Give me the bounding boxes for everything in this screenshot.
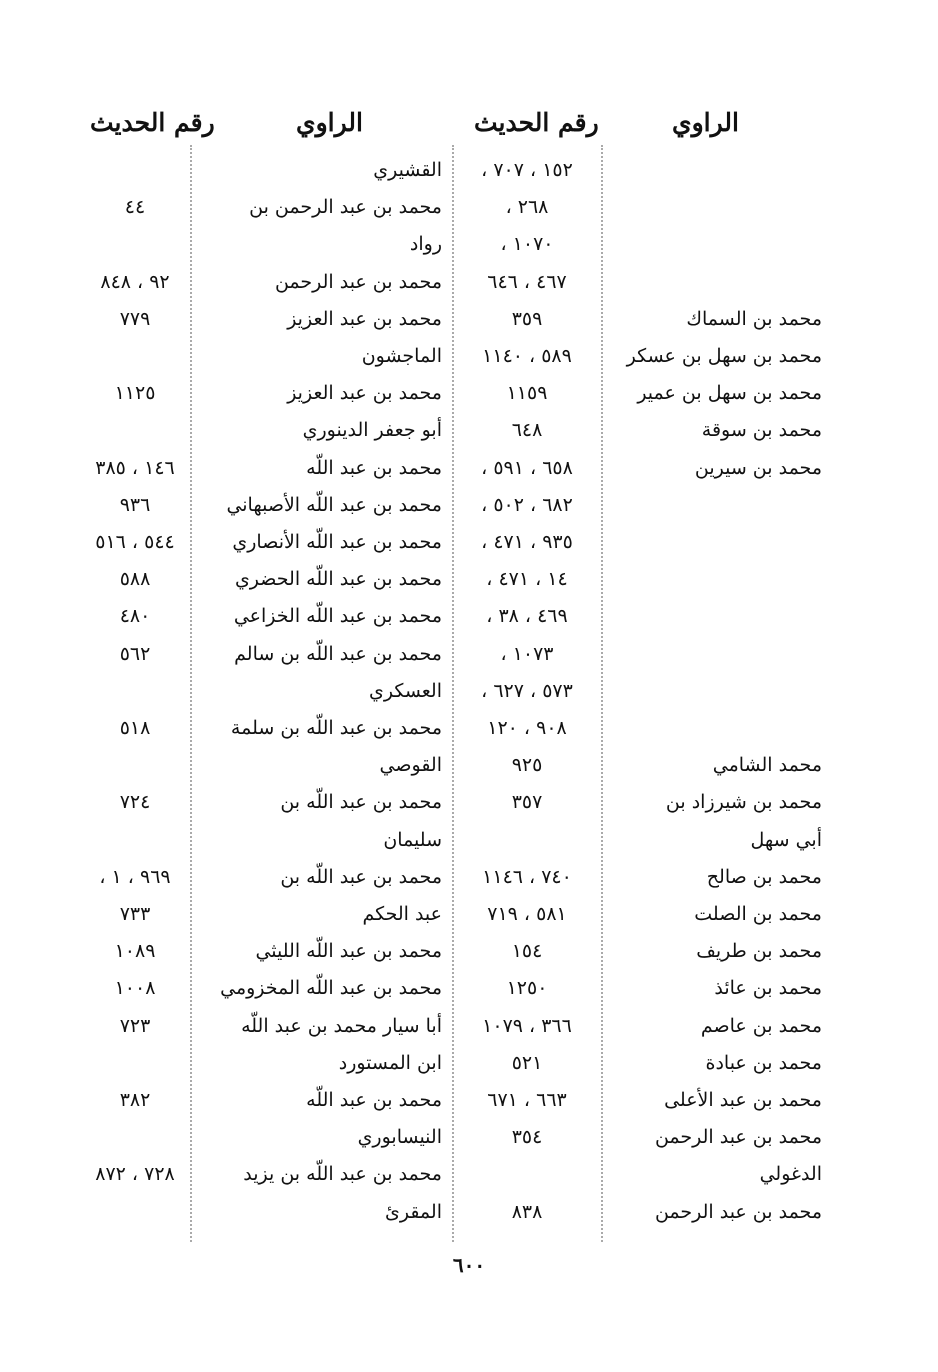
narrator-name: محمد بن عبد العزيز xyxy=(287,382,442,405)
narrator-name: محمد بن طريف xyxy=(696,940,822,963)
hadith-numbers: ٣٨٢ xyxy=(119,1089,151,1111)
narrator-name: محمد بن عبد اللّه الخزاعي xyxy=(233,605,442,628)
hadith-numbers: ٦٦٣ ، ٦٧١ xyxy=(487,1089,567,1111)
header-right-hadith-number: رقم الحديث xyxy=(474,108,599,137)
hadith-numbers xyxy=(80,338,190,374)
hadith-numbers: ١٠٧٣ ، xyxy=(500,642,554,665)
hadith-numbers: ١١٥٩ xyxy=(506,382,548,405)
hadith-numbers: ١٥٤ xyxy=(511,940,543,963)
narrator-name: محمد بن عبد اللّه بن سلمة xyxy=(230,717,442,739)
narrator-name xyxy=(602,152,822,188)
hadith-numbers: ٥٢١ xyxy=(511,1051,543,1074)
narrator-name xyxy=(602,264,822,300)
narrator-name: محمد بن عبد اللّه الأصبهاني xyxy=(226,493,442,516)
narrator-name: محمد بن عبد اللّه xyxy=(306,1089,442,1111)
narrator-name xyxy=(602,487,822,523)
hadith-numbers: ١١٢٥ xyxy=(114,382,156,405)
narrator-name: ابن المستورد xyxy=(338,1051,442,1074)
narrator-name: عبد الحكم xyxy=(362,903,442,925)
narrator-name: أبي سهل xyxy=(750,828,822,851)
narrator-name: محمد بن سهل بن عمير xyxy=(637,382,822,405)
narrator-name: محمد بن عبادة xyxy=(705,1051,822,1074)
narrator-name xyxy=(602,226,822,262)
narrator-name: محمد بن شيرزاد بن xyxy=(665,791,822,814)
hadith-numbers: ٦٥٨ ، ٥٩١ ، xyxy=(481,456,573,479)
narrator-name: الماجشون xyxy=(361,345,442,367)
narrator-name: محمد بن سوقة xyxy=(701,419,822,442)
narrator-name: محمد بن عبد الرحمن xyxy=(654,1126,822,1149)
narrator-name: محمد بن عبد اللّه بن يزيد xyxy=(243,1163,442,1186)
hadith-numbers: ١٥٢ ، ٧٠٧ ، xyxy=(481,159,573,181)
hadith-numbers: ٩٦٩ ، ١ ، xyxy=(99,865,171,888)
hadith-numbers: ٢٦٨ ، xyxy=(505,196,549,219)
narrator-name xyxy=(602,561,822,597)
narrator-name: محمد بن عبد اللّه الليثي xyxy=(255,940,442,963)
narrator-name: النيسابوري xyxy=(357,1126,442,1149)
hadith-numbers xyxy=(80,822,190,858)
narrator-name: رواد xyxy=(409,233,442,256)
hadith-numbers: ٥٦٢ xyxy=(119,642,151,665)
hadith-numbers xyxy=(462,822,592,858)
column-divider-middle xyxy=(452,145,454,1242)
narrator-name: محمد بن عبد الأعلى xyxy=(664,1089,822,1111)
narrator-name: محمد بن عبد الرحمن بن xyxy=(249,196,442,219)
hadith-numbers xyxy=(80,747,190,783)
hadith-numbers: ٩٢٥ xyxy=(511,754,543,777)
narrator-name xyxy=(602,524,822,560)
hadith-numbers xyxy=(80,1045,190,1081)
hadith-numbers xyxy=(80,1194,190,1230)
hadith-numbers: ٥٨٨ xyxy=(119,568,151,591)
hadith-numbers: ٤٦٧ ، ٦٤٦ xyxy=(487,270,567,293)
header-left-hadith-number: رقم الحديث xyxy=(90,108,215,137)
narrator-name: محمد بن عبد اللّه بن xyxy=(280,791,442,814)
hadith-numbers: ٤٤ xyxy=(124,196,146,219)
hadith-numbers: ١٠٠٨ xyxy=(114,977,156,1000)
hadith-numbers: ٦٨٢ ، ٥٠٢ ، xyxy=(481,493,573,516)
page-number: ٦٠٠ xyxy=(452,1253,486,1277)
narrator-name: محمد بن صالح xyxy=(706,865,822,888)
hadith-numbers: ٧٧٩ xyxy=(119,307,151,330)
narrator-name: محمد بن عبد اللّه الأنصاري xyxy=(232,531,442,553)
narrator-name: محمد بن سهل بن عسكر xyxy=(626,345,822,367)
column-divider-left xyxy=(190,145,192,1242)
narrator-name: محمد بن عبد الرحمن xyxy=(274,270,442,293)
hadith-numbers: ٣٥٩ xyxy=(511,307,543,330)
hadith-numbers xyxy=(80,673,190,709)
hadith-numbers: ٩٣٥ ، ٤٧١ ، xyxy=(481,531,573,553)
narrator-name: محمد بن عبد اللّه بن سالم xyxy=(234,642,442,665)
hadith-numbers: ٩٢ ، ٨٤٨ xyxy=(100,270,170,293)
narrator-name xyxy=(602,673,822,709)
narrator-name: محمد بن عاصم xyxy=(700,1014,822,1037)
narrator-name: محمد بن عائذ xyxy=(714,977,822,1000)
narrator-name: القوصي xyxy=(379,754,442,777)
narrator-name: محمد الشامي xyxy=(712,754,822,777)
hadith-numbers xyxy=(462,1156,592,1192)
hadith-numbers: ١٠٧٠ ، xyxy=(500,233,554,256)
hadith-numbers: ٧٢٣ xyxy=(119,1014,151,1037)
hadith-numbers: ٨٣٨ xyxy=(511,1200,543,1223)
hadith-numbers: ٤٦٩ ، ٣٨ ، xyxy=(486,605,568,628)
hadith-numbers: ٣٥٧ xyxy=(511,791,543,814)
hadith-numbers: ٧٣٣ xyxy=(119,903,151,925)
narrator-name xyxy=(602,598,822,634)
hadith-numbers: ١٠٨٩ xyxy=(114,940,156,963)
hadith-numbers: ٥٨٩ ، ١١٤٠ xyxy=(482,345,572,367)
header-left-narrator: الراوي xyxy=(296,108,363,137)
narrator-name: أبا سيار محمد بن عبد اللّه xyxy=(241,1014,442,1037)
hadith-numbers: ٩٠٨ ، ١٢٠ xyxy=(487,717,567,739)
narrator-name: العسكري xyxy=(368,679,442,702)
hadith-numbers: ٦٤٨ xyxy=(511,419,543,442)
hadith-numbers: ١٤ ، ٤٧١ ، xyxy=(486,568,568,591)
hadith-numbers xyxy=(80,1119,190,1155)
narrator-name: محمد بن عبد اللّه xyxy=(306,456,442,479)
hadith-numbers: ٧٤٠ ، ١١٤٦ xyxy=(482,865,572,888)
narrator-name: محمد بن عبد اللّه بن xyxy=(280,865,442,888)
narrator-name: سليمان xyxy=(383,828,442,851)
hadith-numbers: ٧٢٨ ، ٨٧٢ xyxy=(95,1163,175,1186)
hadith-numbers: ٥٧٣ ، ٦٢٧ ، xyxy=(481,679,573,702)
narrator-name: محمد بن الصلت xyxy=(694,903,822,925)
narrator-name: محمد بن سيرين xyxy=(694,456,822,479)
hadith-numbers: ٣٥٤ xyxy=(511,1126,543,1149)
hadith-numbers: ٥٤٤ ، ٥١٦ xyxy=(95,531,175,553)
narrator-name xyxy=(602,636,822,672)
hadith-numbers xyxy=(80,412,190,448)
hadith-numbers: ٣٦٦ ، ١٠٧٩ xyxy=(482,1014,572,1037)
hadith-numbers: ١٢٥٠ xyxy=(506,977,548,1000)
hadith-numbers: ١٤٦ ، ٣٨٥ xyxy=(95,456,175,479)
hadith-numbers: ٧٢٤ xyxy=(119,791,151,814)
narrator-name: الدغولي xyxy=(759,1163,822,1186)
hadith-numbers xyxy=(80,226,190,262)
header-right-narrator: الراوي xyxy=(672,108,739,137)
narrator-name: محمد بن السماك xyxy=(686,307,822,330)
narrator-name: محمد بن عبد العزيز xyxy=(287,307,442,330)
column-headers xyxy=(60,108,880,148)
hadith-numbers: ٥٨١ ، ٧١٩ xyxy=(487,903,567,925)
narrator-name: أبو جعفر الدينوري xyxy=(302,419,442,442)
narrator-name: القشيري xyxy=(373,159,442,181)
hadith-numbers xyxy=(80,152,190,188)
narrator-name xyxy=(602,710,822,746)
hadith-numbers: ٤٨٠ xyxy=(119,605,151,628)
narrator-name: محمد بن عبد الرحمن xyxy=(654,1200,822,1223)
hadith-numbers: ٥١٨ xyxy=(119,717,151,739)
narrator-name: محمد بن عبد اللّه المخزومي xyxy=(220,977,442,1000)
narrator-name: محمد بن عبد اللّه الحضري xyxy=(234,568,442,591)
narrator-name xyxy=(602,189,822,225)
narrator-name: المقرئ xyxy=(384,1200,442,1223)
hadith-numbers: ٩٣٦ xyxy=(119,493,151,516)
